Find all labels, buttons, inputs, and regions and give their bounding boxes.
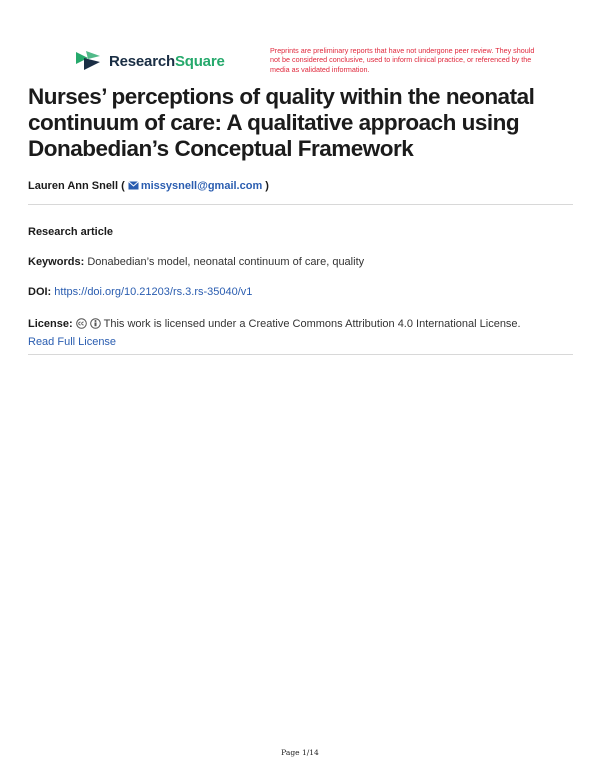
paper-title: Nurses’ perceptions of quality within the neonatal continuum of care: A qualitative approach using Donabedian’s Conceptual Framework bbox=[28, 84, 535, 161]
page-number: Page 1/14 bbox=[281, 748, 319, 757]
logo-text-research: Research bbox=[109, 52, 175, 70]
read-full-license-link[interactable]: Read Full License bbox=[28, 336, 117, 348]
keywords-value: Donabedian’s model, neonatal continuum of care, quality bbox=[87, 256, 365, 268]
license-label: License: bbox=[28, 318, 73, 330]
research-square-logo[interactable] bbox=[74, 50, 225, 72]
author-email-link[interactable]: missysnell@gmail.com bbox=[140, 180, 263, 192]
paren-close: ) bbox=[265, 180, 269, 192]
license-row bbox=[28, 316, 573, 350]
envelope-icon bbox=[128, 181, 139, 193]
by-icon bbox=[90, 318, 101, 334]
paren-open: ( bbox=[121, 180, 125, 192]
divider bbox=[28, 354, 573, 355]
author-name: Lauren Ann Snell bbox=[28, 180, 119, 192]
header bbox=[74, 46, 544, 80]
doi-label: DOI: bbox=[28, 286, 52, 298]
doi-row bbox=[28, 286, 252, 298]
author-line bbox=[28, 180, 269, 193]
keywords-label: Keywords: bbox=[28, 256, 85, 268]
logo-text-square: Square bbox=[174, 52, 225, 70]
preprint-disclaimer: Preprints are preliminary reports that have not undergone peer review. They should not be considered conclusive, used to inform clinical practice, or referenced by the media as validated information. bbox=[270, 46, 535, 74]
article-type: Research article bbox=[28, 226, 113, 238]
doi-link[interactable]: https://doi.org/10.21203/rs.3.rs-35040/v1 bbox=[54, 286, 253, 298]
divider bbox=[28, 204, 573, 205]
research-square-logo-icon bbox=[74, 50, 102, 72]
license-text: This work is licensed under a Creative Commons Attribution 4.0 International License. bbox=[103, 318, 521, 330]
keywords-row bbox=[28, 256, 364, 268]
cc-icon bbox=[76, 318, 87, 334]
